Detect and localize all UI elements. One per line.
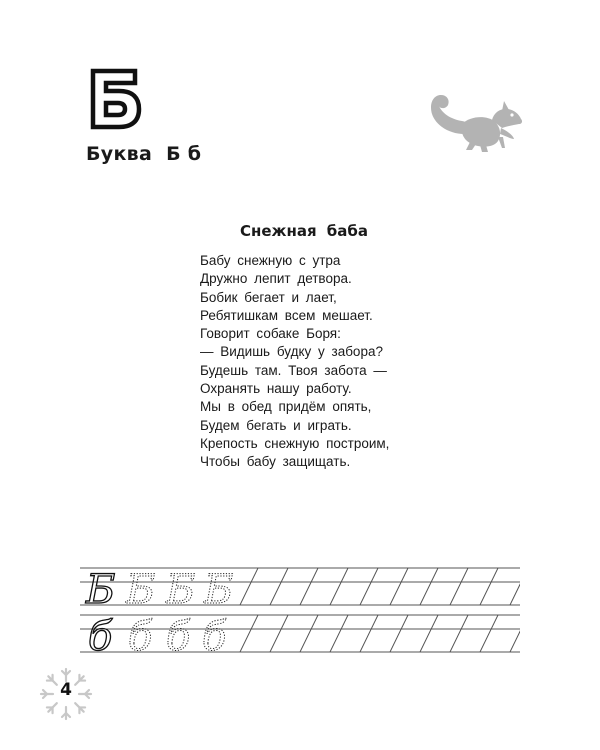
copybook-trace-lower-letter: б <box>128 614 153 660</box>
poem-text <box>200 252 389 472</box>
poem-line: — Видишь будку у забора? <box>200 344 383 360</box>
letter-title <box>86 143 201 165</box>
letter-title-word: Буква <box>86 143 153 165</box>
poem-line: Ребятишкам всем мешает. <box>200 307 373 323</box>
page-number: 4 <box>60 680 72 700</box>
copybook-model-upper-letter: Б <box>86 567 116 613</box>
poem-line: Охранять нашу работу. <box>200 381 352 397</box>
poem-line: Будем бегать и играть. <box>200 417 352 433</box>
copybook-slant-lines-row-2 <box>240 615 528 652</box>
poem-line: Дружно лепит детвора. <box>200 271 352 287</box>
poem-line: Бобик бегает и лает, <box>200 289 337 305</box>
copybook-trace-lower-letter: б <box>166 614 191 660</box>
squirrel-icon <box>428 90 528 160</box>
poem-line: Будешь там. Твоя забота — <box>200 362 387 378</box>
poem-line: Чтобы бабу защищать. <box>200 454 351 470</box>
poem-line: Крепость снежную построим, <box>200 435 390 451</box>
poem-line: Мы в обед придём опять, <box>200 399 372 415</box>
poem-line: Бабу снежную с утра <box>200 253 341 268</box>
poem-title: Снежная баба <box>239 222 368 240</box>
copybook-practice-area <box>0 555 600 665</box>
copybook-trace-lower-letter: б <box>202 614 227 660</box>
letter-title-letters: Б б <box>166 143 202 165</box>
poem-line: Говорит собаке Боря: <box>200 326 341 342</box>
copybook-trace-upper-letter: Б <box>126 567 156 613</box>
big-letter-b-icon <box>86 68 142 130</box>
copybook-slant-lines-row-1 <box>240 568 528 605</box>
copybook-trace-upper-letter: Б <box>166 567 196 613</box>
copybook-model-lower-letter: б <box>88 614 113 660</box>
copybook-trace-upper-letter: Б <box>204 567 234 613</box>
